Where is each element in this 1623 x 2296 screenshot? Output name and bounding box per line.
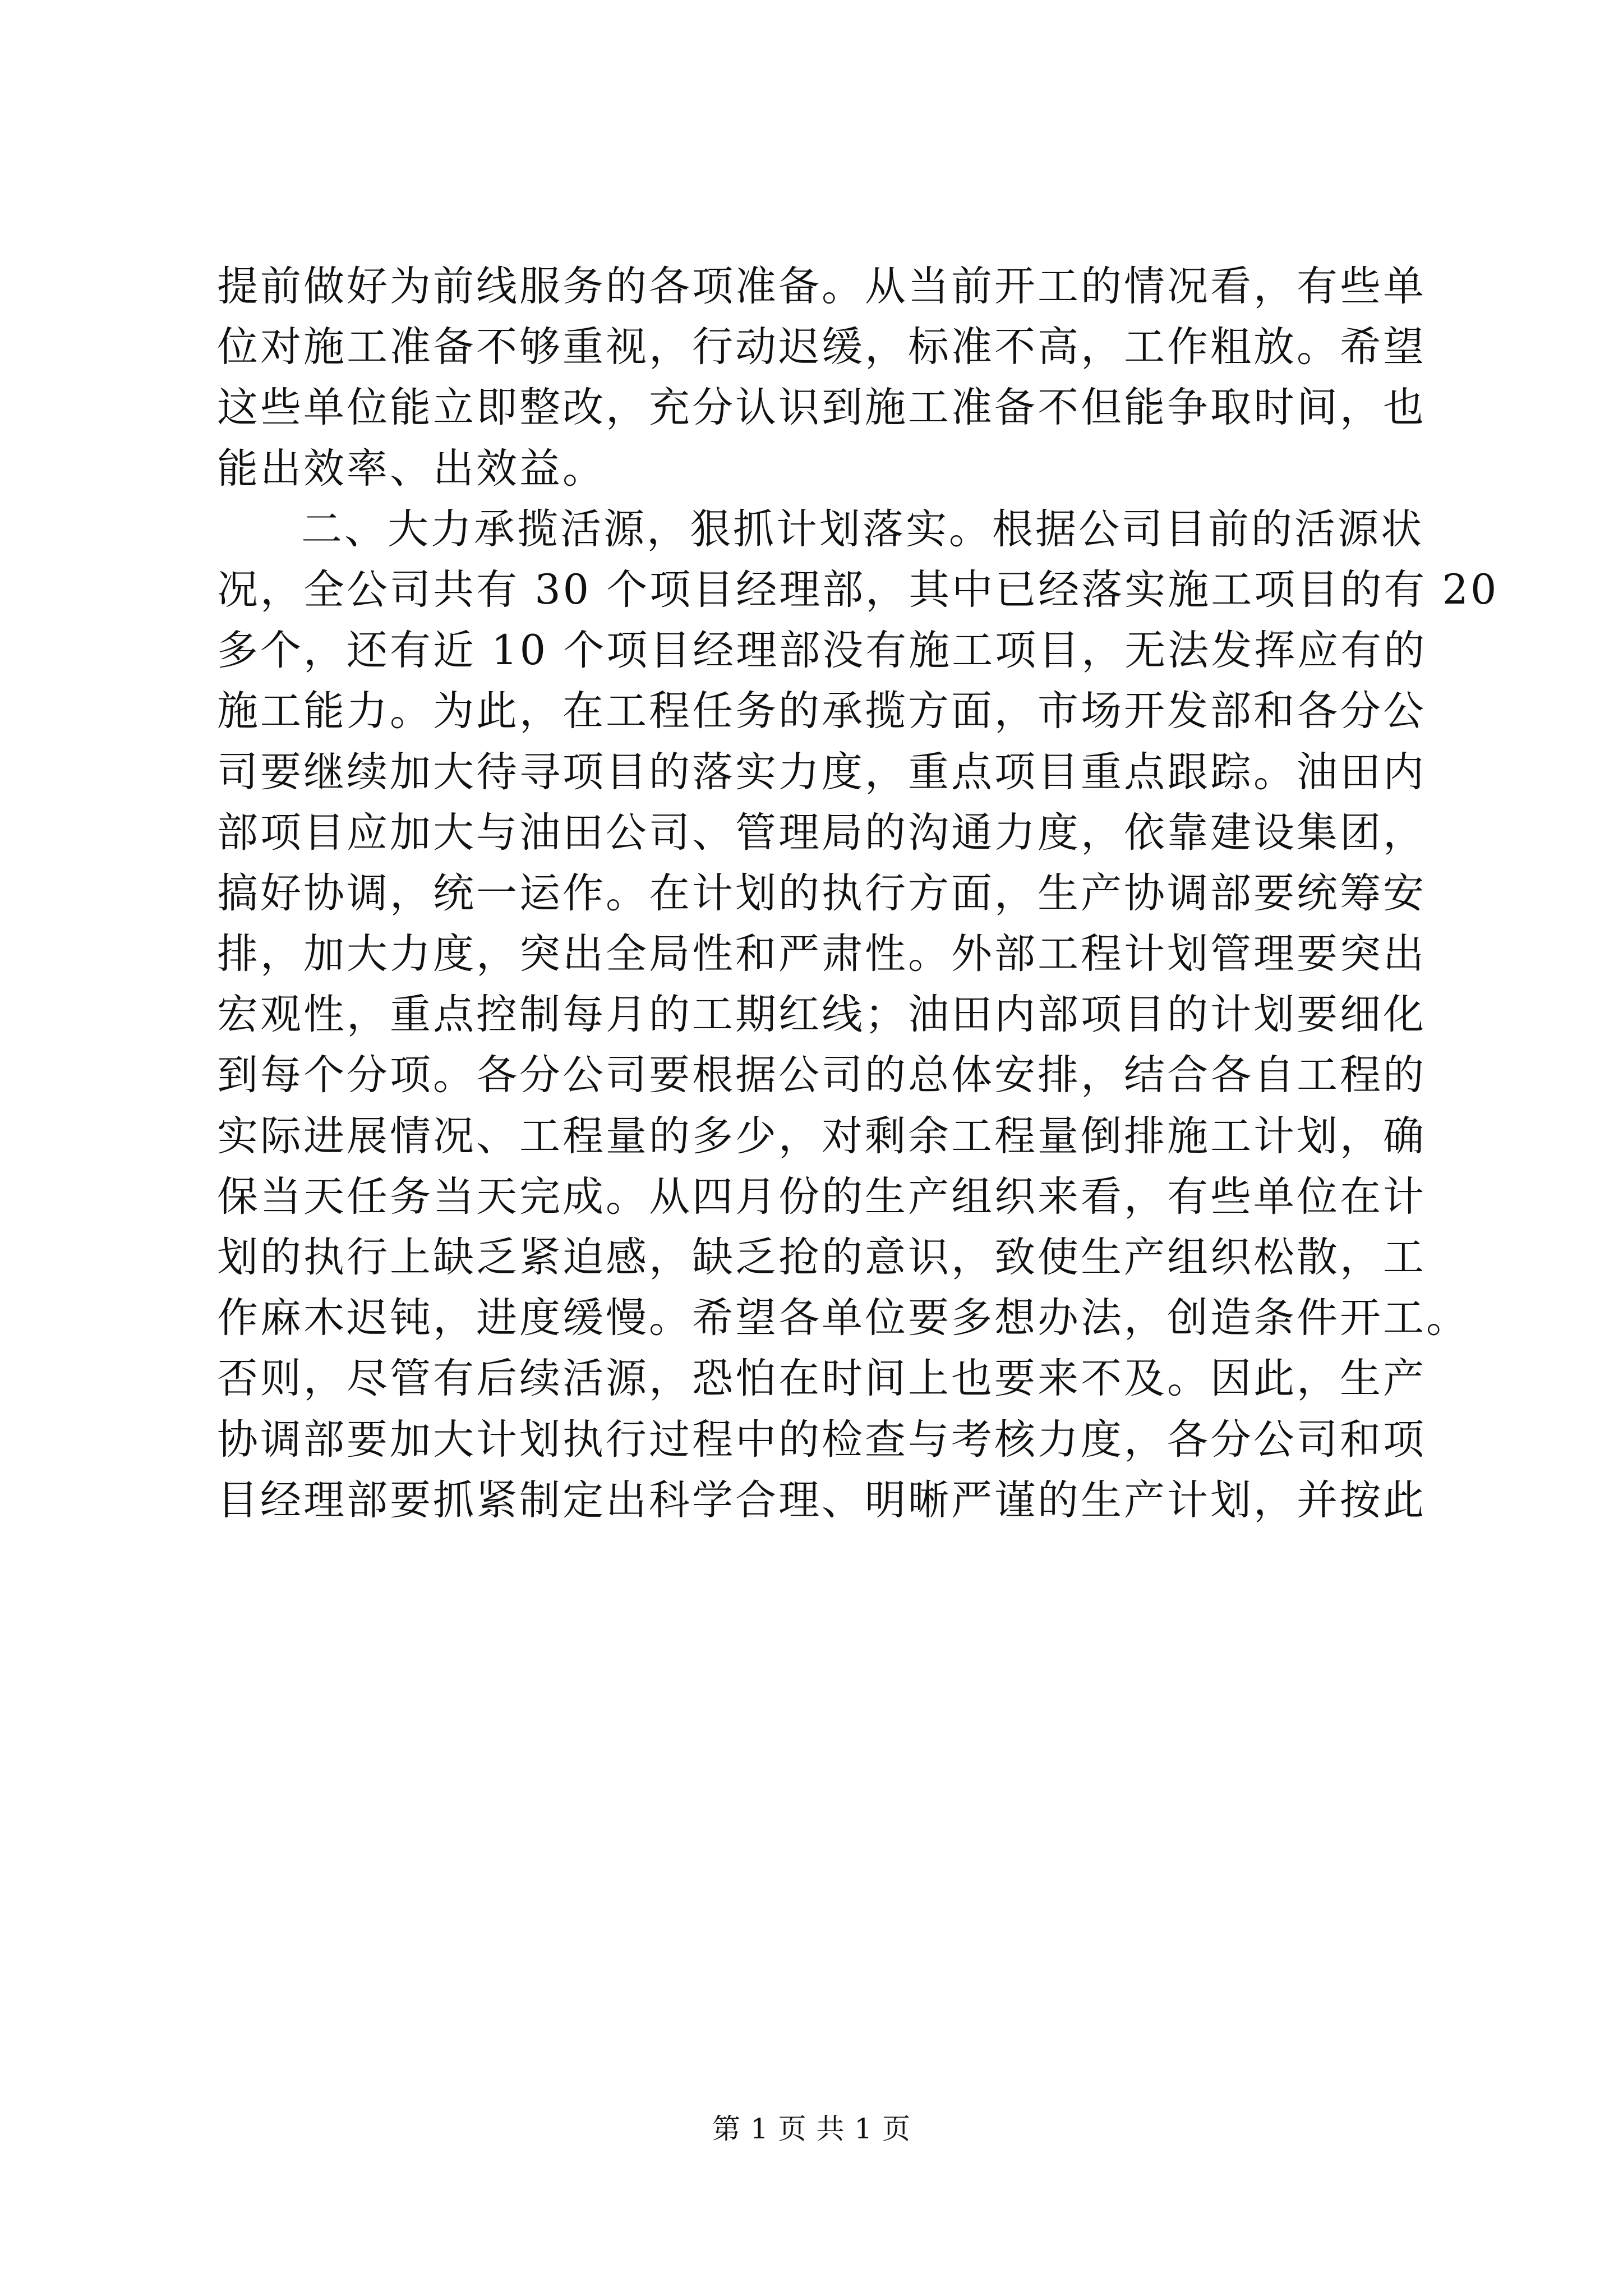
text-line: 保当天任务当天完成。从四月份的生产组织来看，有些单位在计 [217,1172,1426,1221]
text-line: 施工能力。为此，在工程任务的承揽方面，市场开发部和各分公 [217,687,1426,735]
text-line: 到每个分项。各分公司要根据公司的总体安排，结合各自工程的 [217,1051,1426,1099]
text-line: 部项目应加大与油田公司、管理局的沟通力度，依靠建设集团， [217,808,1426,857]
text-line: 目经理部要抓紧制定出科学合理、明晰严谨的生产计划，并按此 [217,1476,1426,1524]
body-text [217,256,1499,1531]
text-line: 二、大力承揽活源，狠抓计划落实。根据公司目前的活源状 [301,505,1424,553]
text-line: 实际进展情况、工程量的多少，对剩余工程量倒排施工计划，确 [217,1112,1426,1160]
text-line: 况，全公司共有 30 个项目经理部，其中已经落实施工项目的有 20 [217,565,1499,614]
text-line: 协调部要加大计划执行过程中的检查与考核力度，各分公司和项 [217,1415,1426,1464]
text-line: 多个，还有近 10 个项目经理部没有施工项目，无法发挥应有的 [217,627,1427,675]
text-line: 能出效率、出效益。 [217,444,606,493]
text-line: 作麻木迟钝，进度缓慢。希望各单位要多想办法，创造条件开工。 [217,1294,1469,1342]
page-number-label: 第 1 页 共 1 页 [712,2113,911,2145]
text-line: 这些单位能立即整改，充分认识到施工准备不但能争取时间，也 [217,384,1426,432]
text-line: 排，加大力度，突出全局性和严肃性。外部工程计划管理要突出 [217,930,1426,978]
text-line: 宏观性，重点控制每月的工期红线；油田内部项目的计划要细化 [217,991,1426,1039]
text-line: 否则，尽管有后续活源，恐怕在时间上也要来不及。因此，生产 [217,1355,1426,1403]
text-line: 司要继续加大待寻项目的落实力度，重点项目重点跟踪。油田内 [217,748,1426,796]
text-line: 划的执行上缺乏紧迫感，缺乏抢的意识，致使生产组织松散，工 [217,1234,1426,1281]
text-line: 位对施工准备不够重视，行动迟缓，标准不高，工作粗放。希望 [217,323,1426,371]
text-line: 提前做好为前线服务的各项准备。从当前开工的情况看，有些单 [217,263,1426,310]
page-footer [0,2106,1623,2147]
text-line: 搞好协调，统一运作。在计划的执行方面，生产协调部要统筹安 [217,869,1426,917]
